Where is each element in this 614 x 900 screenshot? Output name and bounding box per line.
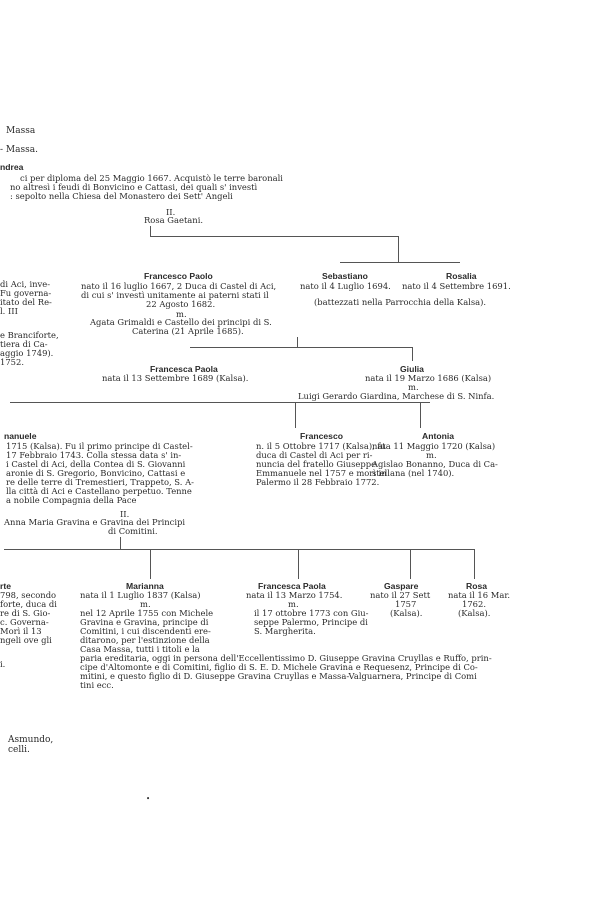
antonia-name: Antonia [422,431,454,441]
gaspare-name: Gaspare [384,581,419,591]
gaspare-line: nato il 27 Sett [370,590,431,600]
tree-line [190,347,412,348]
tree-line [398,236,399,262]
emanuele-spouse-family: di Comitini. [108,526,158,536]
andrea-name: ndrea [0,162,24,172]
sebastiano-name: Sebastiano [322,271,368,281]
giulia-name: Giulia [400,364,424,374]
tree-line [474,549,475,579]
tree-line [420,402,421,428]
rosa-line: (Kalsa). [458,608,491,618]
left-partial-line: l. III [0,306,18,316]
emanuele-line: 17 Febbraio 1743. Colla stessa data s' in- [6,450,182,460]
emanuele-marriage-number: II. [120,509,130,519]
left-partial-line: 1752. [0,357,24,367]
left-partial-name: rte [0,581,11,591]
left-partial-line: tiera di Ca- [0,339,48,349]
tree-line [410,549,411,579]
francesco-paolo-line: Agata Grimaldi e Castello dei principi di S. [90,317,272,327]
emanuele-name: nanuele [4,431,37,441]
celli-text: celli. [8,745,30,755]
francesco-paolo-name: Francesco Paolo [144,271,213,281]
left-partial-line: ngeli ove gli [0,635,52,645]
giulia-line: m. [408,382,419,392]
francesco-paolo-line: Caterina (21 Aprile 1685). [132,326,244,336]
francesco-paolo-line: m. [176,309,187,319]
francesca-paola-2-line: il 17 ottobre 1773 con Giu- [254,608,369,618]
left-partial-line: i. [0,659,6,669]
emanuele-line: aronie di S. Gregorio, Bonvicino, Cattasi e [6,468,186,478]
giulia-line: nata il 19 Marzo 1686 (Kalsa) [365,373,492,383]
francesco-paolo-line: nato il 16 luglio 1667, 2 Duca di Castel di Aci, [81,281,277,291]
family-heading-massa: Massa [6,126,36,136]
rosa-name: Rosa [466,581,488,591]
antonia-line: stellana (nel 1740). [372,468,455,478]
paria-line: tini ecc. [80,680,114,690]
tree-line [297,337,298,347]
rosalia-name: Rosalia [446,271,477,281]
paria-line: cipe d'Altomonte e di Comitini, figlio di S. E. D. Michele Gravina e Requesenz, Principe di Co- [80,662,478,672]
marianna-line: ditarono, per l'estinzione della [80,635,210,645]
asmundo-text: Asmundo, [8,735,54,745]
marianna-name: Marianna [126,581,164,591]
left-partial-line: Morì il 13 [0,626,42,636]
left-partial-line: e Branciforte, [0,330,59,340]
page-speck: • [146,795,151,803]
baptism-note: (battezzati nella Parrocchia della Kalsa). [314,297,487,307]
tree-line [10,402,430,403]
tree-line [120,537,121,549]
left-partial-line: 798, secondo [0,590,57,600]
tree-line [150,236,398,237]
left-partial-line: Fu governa- [0,288,52,298]
tree-line [340,262,460,263]
francesco-line: n. il 5 Ottobre 1717 (Kalsa), fu [256,441,386,451]
francesca-paola-2-line: S. Margherita. [254,626,316,636]
andrea-line-3: : sepolto nella Chiesa del Monastero dei Sett' Angeli [10,191,233,201]
giulia-line: Luigi Gerardo Giardina, Marchese di S. Ninfa. [298,391,495,401]
tree-line [298,549,299,579]
francesca-paola-2-line: nata il 13 Marzo 1754. [246,590,343,600]
paria-line: paria ereditaria, oggi in persona dell'Eccellentissimo D. Giuseppe Gravina Cruyllas e Ruffo, prin- [80,653,492,663]
left-partial-line: di Aci, inve- [0,279,51,289]
gaspare-line: 1757 [395,599,417,609]
francesca-paola-2-line: seppe Palermo, Principe di [254,617,368,627]
sebastiano-birth: nato il 4 Luglio 1694. [300,281,391,291]
tree-line [150,226,151,236]
francesco-name: Francesco [300,431,343,441]
francesco-line: Emmanuele nel 1757 e morì in [256,468,387,478]
paria-line: mitini, e questo figlio di D. Giuseppe Gravina Cruyllas e Massa-Valguarnera, Principe di Comi [80,671,477,681]
rosalia-birth: nato il 4 Settembre 1691. [402,281,511,291]
francesca-paola-birth: nata il 13 Settembre 1689 (Kalsa). [102,373,249,383]
francesco-paolo-line: di cui s' investì unitamente ai paterni stati il [81,290,269,300]
francesca-paola-2-name: Francesca Paola [258,581,326,591]
emanuele-line: 1715 (Kalsa). Fu il primo principe di Castel- [6,441,193,451]
left-partial-line: aggio 1749). [0,348,54,358]
tree-line [150,549,151,579]
antonia-line: nata 11 Maggio 1720 (Kalsa) [372,441,496,451]
marianna-line: m. [140,599,151,609]
tree-line [295,402,296,428]
emanuele-line: lla città di Aci e Castellano perpetuo. Tenne [6,486,192,496]
tree-line [4,549,474,550]
tree-line [412,347,413,361]
emanuele-line: re delle terre di Tremestieri, Trappeto, S. A- [6,477,194,487]
marianna-line: Comitini, i cui discendenti ere- [80,626,211,636]
rosa-line: 1762. [462,599,486,609]
marianna-line: Casa Massa, tutti i titoli e la [80,644,200,654]
marianna-line: Gravina e Gravina, principe di [80,617,209,627]
left-partial-line: forte, duca di [0,599,57,609]
antonia-line: m. [426,450,437,460]
andrea-line-1: ci per diploma del 25 Maggio 1667. Acquistò le terre baronali [20,173,283,183]
andrea-marriage-number: II. [166,207,176,217]
francesco-line: nuncia del fratello Giuseppe [256,459,377,469]
left-partial-line: itato del Re- [0,297,52,307]
emanuele-line: a nobile Compagnia della Pace [6,495,137,505]
marianna-line: nel 12 Aprile 1755 con Michele [80,608,214,618]
massa-subheading: - Massa. [0,145,38,155]
francesco-line: Palermo il 28 Febbraio 1772. [256,477,380,487]
francesco-line: duca di Castel di Aci per ri- [256,450,373,460]
left-partial-line: re di S. Gio- [0,608,51,618]
andrea-line-2: no altresì i feudi di Bonvicino e Cattasi, dei quali s' investì [10,182,258,192]
rosa-line: nata il 16 Mar. [448,590,511,600]
francesca-paola-name: Francesca Paola [150,364,218,374]
francesco-paolo-line: 22 Agosto 1682. [146,299,216,309]
left-partial-line: c. Governa- [0,617,49,627]
antonia-line: Agislao Bonanno, Duca di Ca- [372,459,498,469]
gaspare-line: (Kalsa). [390,608,423,618]
emanuele-spouse: Anna Maria Gravina e Gravina dei Principi [4,517,186,527]
marianna-line: nata il 1 Luglio 1837 (Kalsa) [80,590,201,600]
emanuele-line: i Castel di Aci, della Contea di S. Giovanni [6,459,186,469]
andrea-spouse: Rosa Gaetani. [144,215,204,225]
francesca-paola-2-line: m. [288,599,299,609]
